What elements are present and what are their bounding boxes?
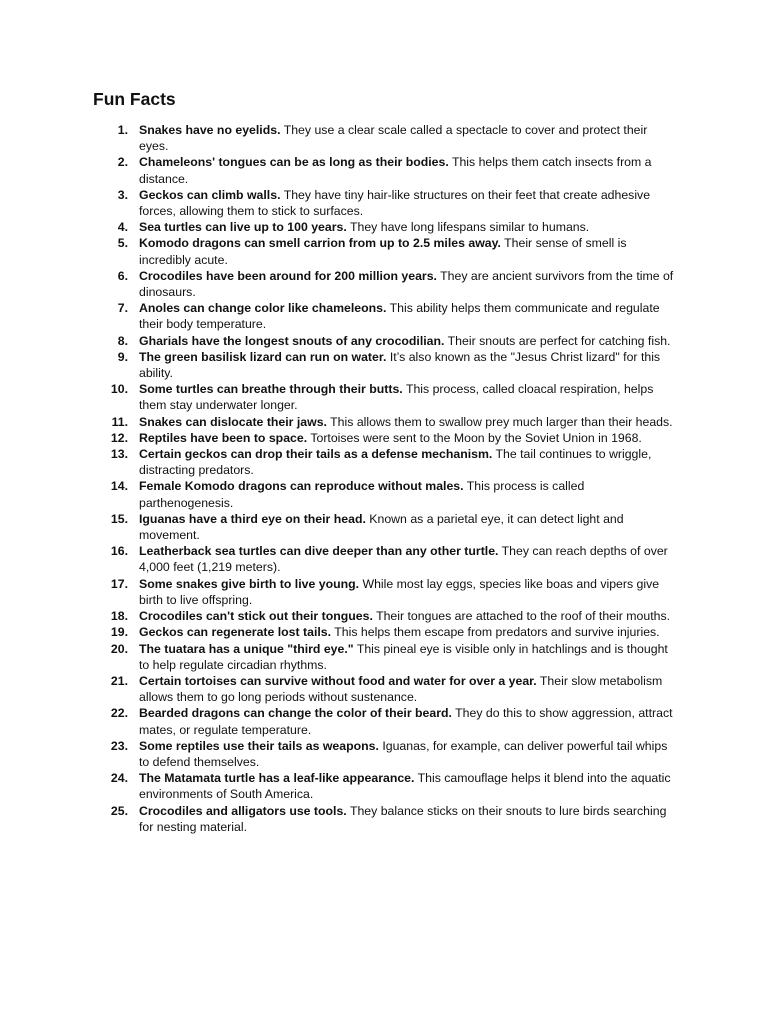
fact-item [100,430,680,446]
fact-item [100,576,680,608]
fact-item [100,624,680,640]
fact-item [100,333,680,349]
fact-headline: Some reptiles use their tails as weapons. [139,738,379,753]
fact-headline: Crocodiles and alligators use tools. [139,803,347,818]
fact-item [100,268,680,300]
fact-item [100,738,680,770]
fact-number: 13. [110,447,128,462]
fact-number: 22. [110,706,128,721]
fact-item [100,803,680,835]
fact-detail: Their sense of smell is incredibly acute. [139,236,627,267]
fact-headline: Female Komodo dragons can reproduce without males. [139,479,464,494]
fact-headline: Geckos can regenerate lost tails. [139,625,332,640]
fact-headline: The green basilisk lizard can run on water. [139,349,387,364]
fact-number: 16. [110,544,128,559]
fact-detail: This allows them to swallow prey much larger than their heads. [330,414,673,429]
fact-headline: Gharials have the longest snouts of any crocodilian. [139,333,445,348]
fact-detail: They balance sticks on their snouts to lure birds searching for nesting material. [139,803,667,834]
fact-headline: Some turtles can breathe through their butts. [139,382,403,397]
fact-number: 18. [110,609,128,624]
fact-detail: Their snouts are perfect for catching fish. [447,333,671,348]
fact-detail: They can reach depths of over 4,000 feet (1,219 meters). [139,544,668,575]
fact-detail: The tail continues to wriggle, distracting predators. [139,447,652,478]
fact-item [100,187,680,219]
fact-number: 23. [110,738,128,753]
fact-item [100,235,680,267]
fact-headline: Reptiles have been to space. [139,430,308,445]
fact-detail: This process, called cloacal respiration, helps them stay underwater longer. [139,382,654,413]
fact-number: 17. [110,576,128,591]
fact-item [100,154,680,186]
fact-detail: While most lay eggs, species like boas and vipers give birth to live offspring. [139,576,660,607]
fact-item [100,673,680,705]
fact-headline: Crocodiles can't stick out their tongues. [139,609,373,624]
fact-number: 21. [110,673,128,688]
fact-number: 3. [117,187,128,202]
fact-detail: Their slow metabolism allows them to go long periods without sustenance. [139,673,663,705]
fact-headline: Geckos can climb walls. [139,187,281,202]
fact-detail: They are ancient survivors from the time of dinosaurs. [139,268,674,300]
facts-list [100,122,680,835]
fact-number: 4. [117,220,128,235]
fact-number: 24. [110,771,128,786]
fact-detail: They do this to show aggression, attract mates, or regulate temperature. [139,706,673,737]
fact-number: 9. [117,349,128,364]
fact-detail: They have long lifespans similar to humans. [349,220,590,235]
fact-headline: Certain geckos can drop their tails as a defense mechanism. [139,447,493,462]
fact-detail: Iguanas, for example, can deliver powerful tail whips to defend themselves. [139,738,668,769]
fact-item [100,414,680,430]
fact-number: 11. [111,414,128,429]
fact-number: 15. [110,511,128,526]
fact-headline: Bearded dragons can change the color of their beard. [139,706,452,721]
fact-headline: Crocodiles have been around for 200 million years. [139,268,437,283]
fact-headline: Leatherback sea turtles can dive deeper than any other turtle. [139,544,499,559]
fact-item [100,641,680,673]
fact-detail: They use a clear scale called a spectacle to cover and protect their eyes. [139,123,648,154]
fact-detail: This helps them catch insects from a distance. [139,155,652,186]
fact-number: 2. [117,155,128,170]
fact-number: 19. [110,625,128,640]
fact-number: 1. [117,123,128,137]
fact-number: 7. [117,301,128,316]
fact-detail: Their tongues are attached to the roof of their mouths. [376,609,671,624]
fact-item [100,122,680,154]
fact-detail: This camouflage helps it blend into the aquatic environments of South America. [139,771,671,802]
fact-headline: Sea turtles can live up to 100 years. [139,220,347,235]
fact-item [100,219,680,235]
fact-number: 10. [110,382,128,397]
fact-headline: The tuatara has a unique "third eye." [139,641,354,656]
fact-headline: Komodo dragons can smell carrion from up to 2.5 miles away. [139,236,501,251]
fact-headline: Snakes can dislocate their jaws. [139,414,327,429]
fact-number: 25. [110,803,128,818]
fact-item [100,478,680,510]
fact-number: 8. [117,333,128,348]
fact-headline: Anoles can change color like chameleons. [139,301,387,316]
fact-item [100,543,680,575]
fact-number: 6. [117,268,128,283]
fact-detail: This pineal eye is visible only in hatchlings and is thought to help regulate circadian rhythms. [139,641,668,672]
fact-number: 14. [110,479,128,494]
page-title: Fun Facts [93,89,176,109]
fact-headline: Snakes have no eyelids. [139,123,281,137]
fact-detail: Known as a parietal eye, it can detect light and movement. [139,511,624,543]
fact-item [100,608,680,624]
fact-headline: Certain tortoises can survive without food and water for over a year. [139,673,537,688]
fact-number: 20. [110,641,128,656]
fact-detail: This helps them escape from predators and survive injuries. [334,625,660,640]
fact-detail: This process is called parthenogenesis. [139,479,585,510]
fact-detail: Tortoises were sent to the Moon by the Soviet Union in 1968. [310,430,642,445]
fact-item [100,705,680,737]
fact-item [100,511,680,543]
fact-detail: It’s also known as the "Jesus Christ lizard" for this ability. [139,349,661,381]
fact-detail: This ability helps them communicate and regulate their body temperature. [139,301,660,332]
fact-detail: They have tiny hair-like structures on their feet that create adhesive forces, allowing them to stick to surfaces. [139,187,651,219]
fact-number: 5. [117,236,128,251]
fact-item [100,300,680,332]
fact-headline: Some snakes give birth to live young. [139,576,360,591]
fact-item [100,349,680,381]
fact-number: 12. [110,430,128,445]
fact-headline: The Matamata turtle has a leaf-like appearance. [139,771,415,786]
fact-headline: Chameleons' tongues can be as long as their bodies. [139,155,449,170]
fact-item [100,381,680,413]
fact-item [100,770,680,802]
fact-headline: Iguanas have a third eye on their head. [139,511,366,526]
fact-item [100,446,680,478]
